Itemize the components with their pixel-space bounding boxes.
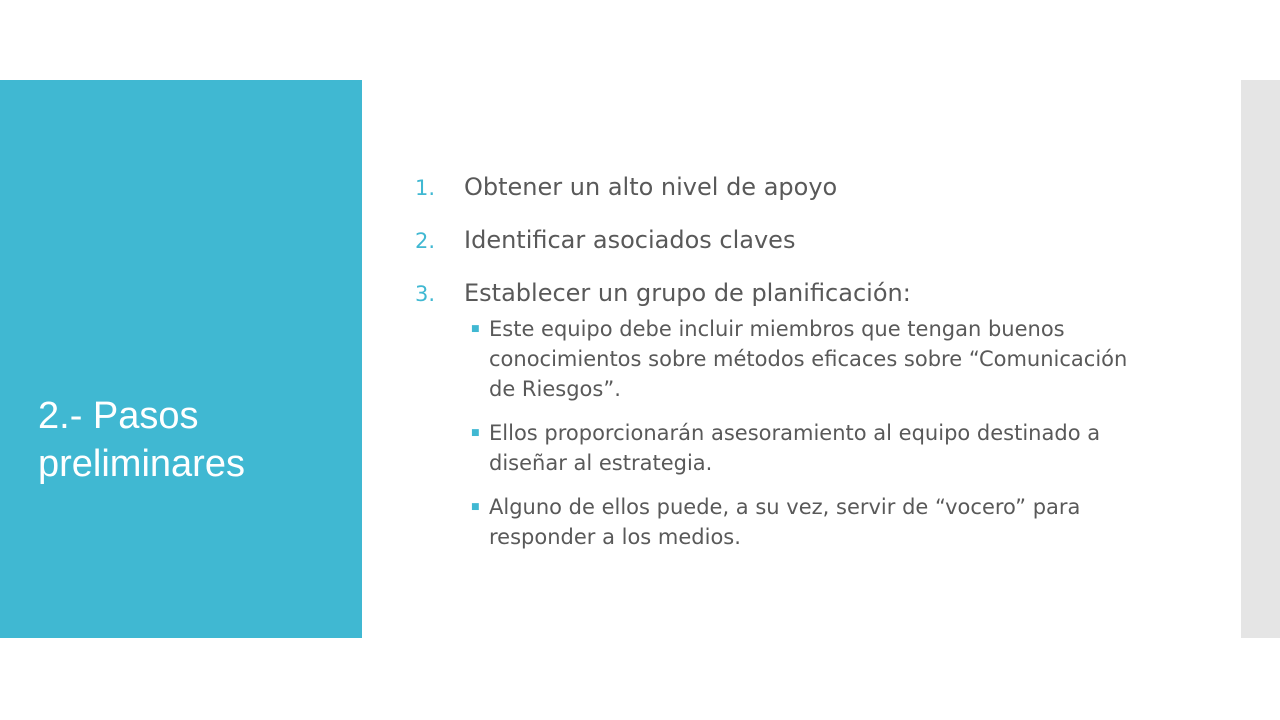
bullet-list [415,314,1215,552]
bullet-item [471,418,1215,478]
side-strip [1241,80,1280,638]
bullet-item [471,314,1215,404]
list-number: 2. [415,229,436,253]
content-area [415,168,1215,552]
slide-title: 2.- Pasos preliminares [38,395,245,485]
title-panel [0,80,362,638]
list-item-text: Establecer un grupo de planificación: [464,279,911,307]
list-item-text: Identificar asociados claves [464,226,796,254]
list-item [415,168,1215,207]
square-bullet-icon: ■ [471,502,480,512]
square-bullet-icon: ■ [471,428,480,438]
list-number: 1. [415,176,436,200]
list-item [415,274,1215,552]
bullet-item [471,492,1215,552]
bullet-text: Ellos proporcionarán asesoramiento al equipo destinado a diseñar al estrategia. [489,421,1101,475]
square-bullet-icon: ■ [471,324,480,334]
list-item-text: Obtener un alto nivel de apoyo [464,173,838,201]
numbered-list [415,168,1215,552]
bullet-text: Este equipo debe incluir miembros que tengan buenos conocimientos sobre métodos eficaces sobre “Comunicación de Riesgos”. [489,317,1128,401]
bullet-text: Alguno de ellos puede, a su vez, servir de “vocero” para responder a los medios. [489,495,1081,549]
list-item [415,221,1215,260]
list-number: 3. [415,282,436,306]
